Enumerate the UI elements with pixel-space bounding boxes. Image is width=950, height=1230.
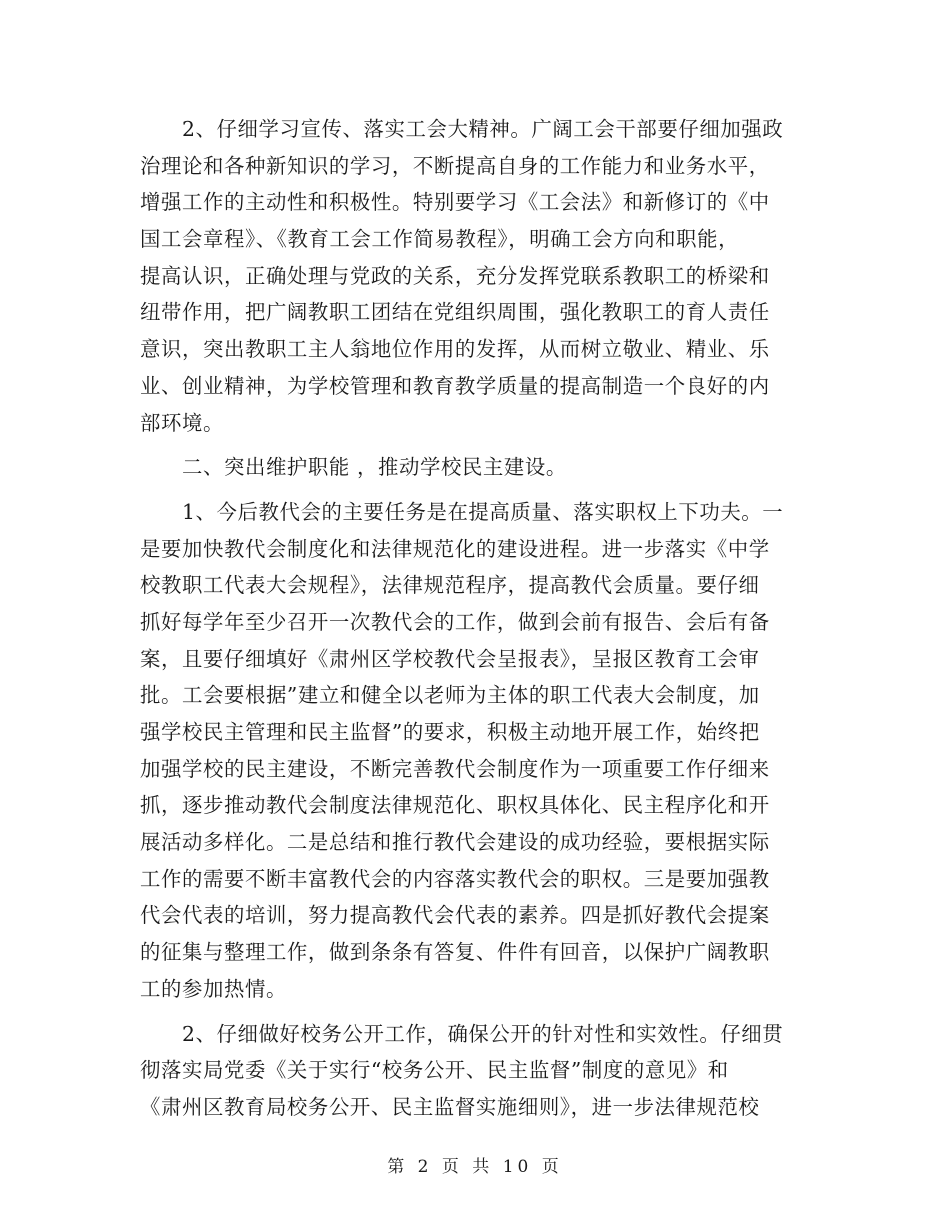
text-line: 增强工作的主动性和积极性。特别要学习《工会法》和新修订的《中 — [140, 190, 770, 215]
text-line: 业、创业精神，为学校管理和教育教学质量的提高制造一个良好的内 — [140, 373, 770, 398]
paragraph-gap — [140, 441, 800, 449]
text-line: 彻落实局党委《关于实行“校务公开、民主监督”制度的意见》和 — [140, 1058, 729, 1083]
text-line: 提高认识，正确处理与党政的关系，充分发挥党联系教职工的桥梁和 — [140, 263, 770, 288]
text-line: 的征集与整理工作，做到条条有答复、件件有回音，以保护广阔教职 — [140, 940, 770, 965]
document-body — [140, 111, 800, 1126]
paragraph — [140, 1016, 800, 1126]
paragraph — [140, 111, 800, 441]
text-line: 抓好每学年至少召开一次教代会的工作，做到会前有报告、会后有备 — [140, 609, 770, 634]
section-heading — [140, 449, 800, 486]
text-line: 批。工会要根据”建立和健全以老师为主体的职工代表大会制度，加 — [140, 683, 760, 708]
text-line: 《肃州区教育局校务公开、民主监督实施细则》，进一步法律规范校 — [140, 1094, 760, 1119]
page-number-footer: 第 2 页 共 10 页 — [387, 1157, 563, 1177]
text-line: 工作的需要不断丰富教代会的内容落实教代会的职权。三是要加强教 — [140, 866, 770, 891]
text-line: 校教职工代表大会规程》，法律规范程序，提高教代会质量。要仔细 — [140, 573, 760, 598]
text-line: 是要加快教代会制度化和法律规范化的建设进程。进一步落实《中学 — [140, 536, 770, 561]
text-line: 代会代表的培训，努力提高教代会代表的素养。四是抓好教代会提案 — [140, 903, 770, 928]
text-line: 加强学校的民主建设，不断完善教代会制度作为一项重要工作仔细来 — [140, 756, 770, 781]
text-line: 抓，逐步推动教代会制度法律规范化、职权具体化、民主程序化和开 — [140, 793, 770, 818]
text-line: 治理论和各种新知识的学习，不断提高自身的工作能力和业务水平， — [140, 153, 770, 178]
text-line: 展活动多样化。二是总结和推行教代会建设的成功经验，要根据实际 — [140, 830, 770, 855]
text-line: 2、仔细做好校务公开工作，确保公开的针对性和实效性。仔细贯 — [140, 1021, 784, 1046]
text-line: 2、仔细学习宣传、落实工会大精神。广阔工会干部要仔细加强政 — [140, 117, 784, 141]
text-line: 案，且要仔细填好《肃州区学校教代会呈报表》，呈报区教育工会审 — [140, 646, 760, 671]
text-line: 强学校民主管理和民主监督”的要求，积极主动地开展工作，始终把 — [140, 720, 760, 744]
text-line: 1、今后教代会的主要任务是在提高质量、落实职权上下功夫。一 — [140, 499, 784, 524]
text-line: 部环境。 — [140, 410, 224, 435]
text-line: 意识，突出教职工主人翁地位作用的发挥，从而树立敬业、精业、乐 — [140, 337, 770, 362]
text-line: 工的参加热情。 — [140, 976, 287, 1001]
paragraph — [140, 494, 800, 1008]
text-line: 纽带作用，把广阔教职工团结在党组织周围，强化教职工的育人责任 — [140, 300, 770, 325]
paragraph-gap — [140, 1008, 800, 1016]
text-line: 国工会章程》、《教育工会工作简易教程》，明确工会方向和职能， — [140, 227, 740, 252]
text-line: 二、突出维护职能 ，推动学校民主建设。 — [140, 455, 567, 480]
paragraph-gap — [140, 486, 800, 494]
